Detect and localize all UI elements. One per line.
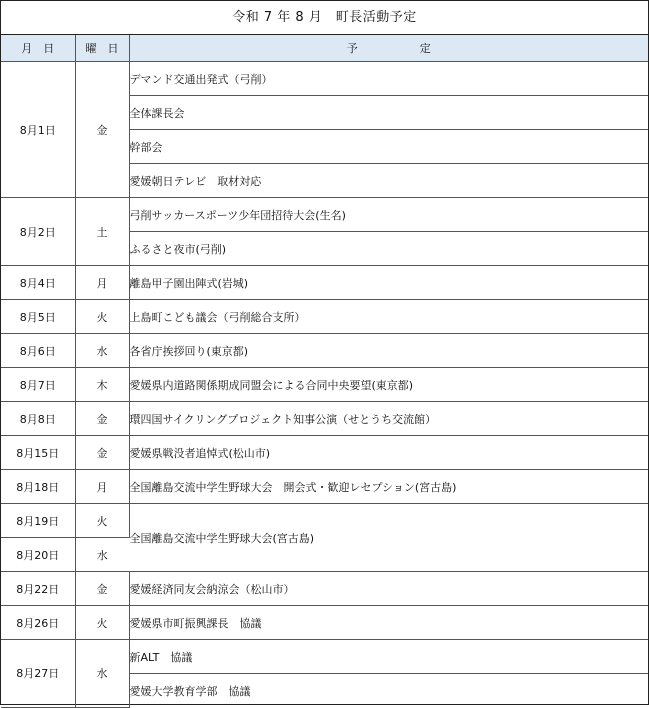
table-row: [1, 504, 648, 538]
table-row: [1, 606, 648, 640]
plan-cell: ふるさと夜市(弓削): [129, 232, 648, 266]
date-cell: 8月8日: [1, 402, 75, 436]
table-row: [1, 198, 648, 232]
table-row: [1, 640, 648, 674]
table-row: [1, 62, 648, 96]
date-cell: 8月4日: [1, 266, 75, 300]
date-cell: 8月20日: [1, 538, 75, 572]
day-cell: 火: [75, 606, 129, 640]
date-cell: 8月2日: [1, 198, 75, 266]
day-cell: 金: [75, 436, 129, 470]
plan-cell: 全国離島交流中学生野球大会 開会式・歓迎レセプション(宮古島): [129, 470, 648, 504]
plan-cell: 環四国サイクリングプロジェクト知事公演（せとうち交流館）: [129, 402, 648, 436]
day-cell: 土: [75, 198, 129, 266]
day-cell: 金: [75, 62, 129, 198]
date-cell: 8月18日: [1, 470, 75, 504]
table-row: [1, 572, 648, 606]
day-cell: 水: [75, 640, 129, 708]
plan-cell: 愛媛県市町振興課長 協議: [129, 606, 648, 640]
header-day: 曜 日: [75, 35, 129, 62]
plan-cell: 離島甲子園出陣式(岩城): [129, 266, 648, 300]
header-plan: [129, 35, 648, 62]
date-cell: 8月22日: [1, 572, 75, 606]
plan-cell: 愛媛大学教育学部 協議: [129, 684, 251, 698]
plan-cell: 全国離島交流中学生野球大会(宮古島): [129, 504, 648, 572]
date-cell: 8月5日: [1, 300, 75, 334]
header-plan-b: 定: [419, 42, 431, 55]
plan-cell: 愛媛経済同友会納涼会（松山市）: [129, 572, 648, 606]
day-cell: 水: [75, 538, 129, 572]
table-row: [1, 368, 648, 402]
plan-cell: 弓削サッカースポーツ少年団招待大会(生名): [129, 198, 648, 232]
date-cell: 8月1日: [1, 62, 75, 198]
plan-cell: 新ALT 協議: [129, 640, 648, 674]
header-date: 月 日: [1, 35, 75, 62]
date-cell: 8月7日: [1, 368, 75, 402]
page-title: 令和 7 年 8 月 町長活動予定: [1, 1, 648, 35]
day-cell: 火: [75, 300, 129, 334]
day-cell: 月: [75, 470, 129, 504]
date-cell: 8月6日: [1, 334, 75, 368]
plan-cell: 幹部会: [129, 130, 648, 164]
table-row: [1, 470, 648, 504]
day-cell: 火: [75, 504, 129, 538]
date-cell: 8月26日: [1, 606, 75, 640]
plan-cell: デマンド交通出発式（弓削）: [129, 62, 648, 96]
plan-cell: 上島町こども議会（弓削総合支所）: [129, 300, 648, 334]
date-cell: 8月19日: [1, 504, 75, 538]
header-plan-a: 予: [346, 42, 358, 55]
day-cell: 金: [75, 402, 129, 436]
schedule-table: [1, 35, 648, 708]
table-row: [1, 436, 648, 470]
plan-cell: 全体課長会: [129, 96, 648, 130]
plan-cell: 愛媛県内道路関係期成同盟会による合同中央要望(東京都): [129, 368, 648, 402]
plan-cell: 各省庁挨拶回り(東京都): [129, 334, 648, 368]
day-cell: 木: [75, 368, 129, 402]
table-row: [1, 402, 648, 436]
table-row: [1, 266, 648, 300]
plan-cell: 愛媛朝日テレビ 取材対応: [129, 164, 648, 198]
day-cell: 月: [75, 266, 129, 300]
plan-cell: 愛媛県戦没者追悼式(松山市): [129, 436, 648, 470]
table-row: [1, 300, 648, 334]
day-cell: 金: [75, 572, 129, 606]
day-cell: 水: [75, 334, 129, 368]
date-cell: 8月15日: [1, 436, 75, 470]
header-row: [1, 35, 648, 62]
date-cell: 8月27日: [1, 640, 75, 708]
table-row: [1, 334, 648, 368]
